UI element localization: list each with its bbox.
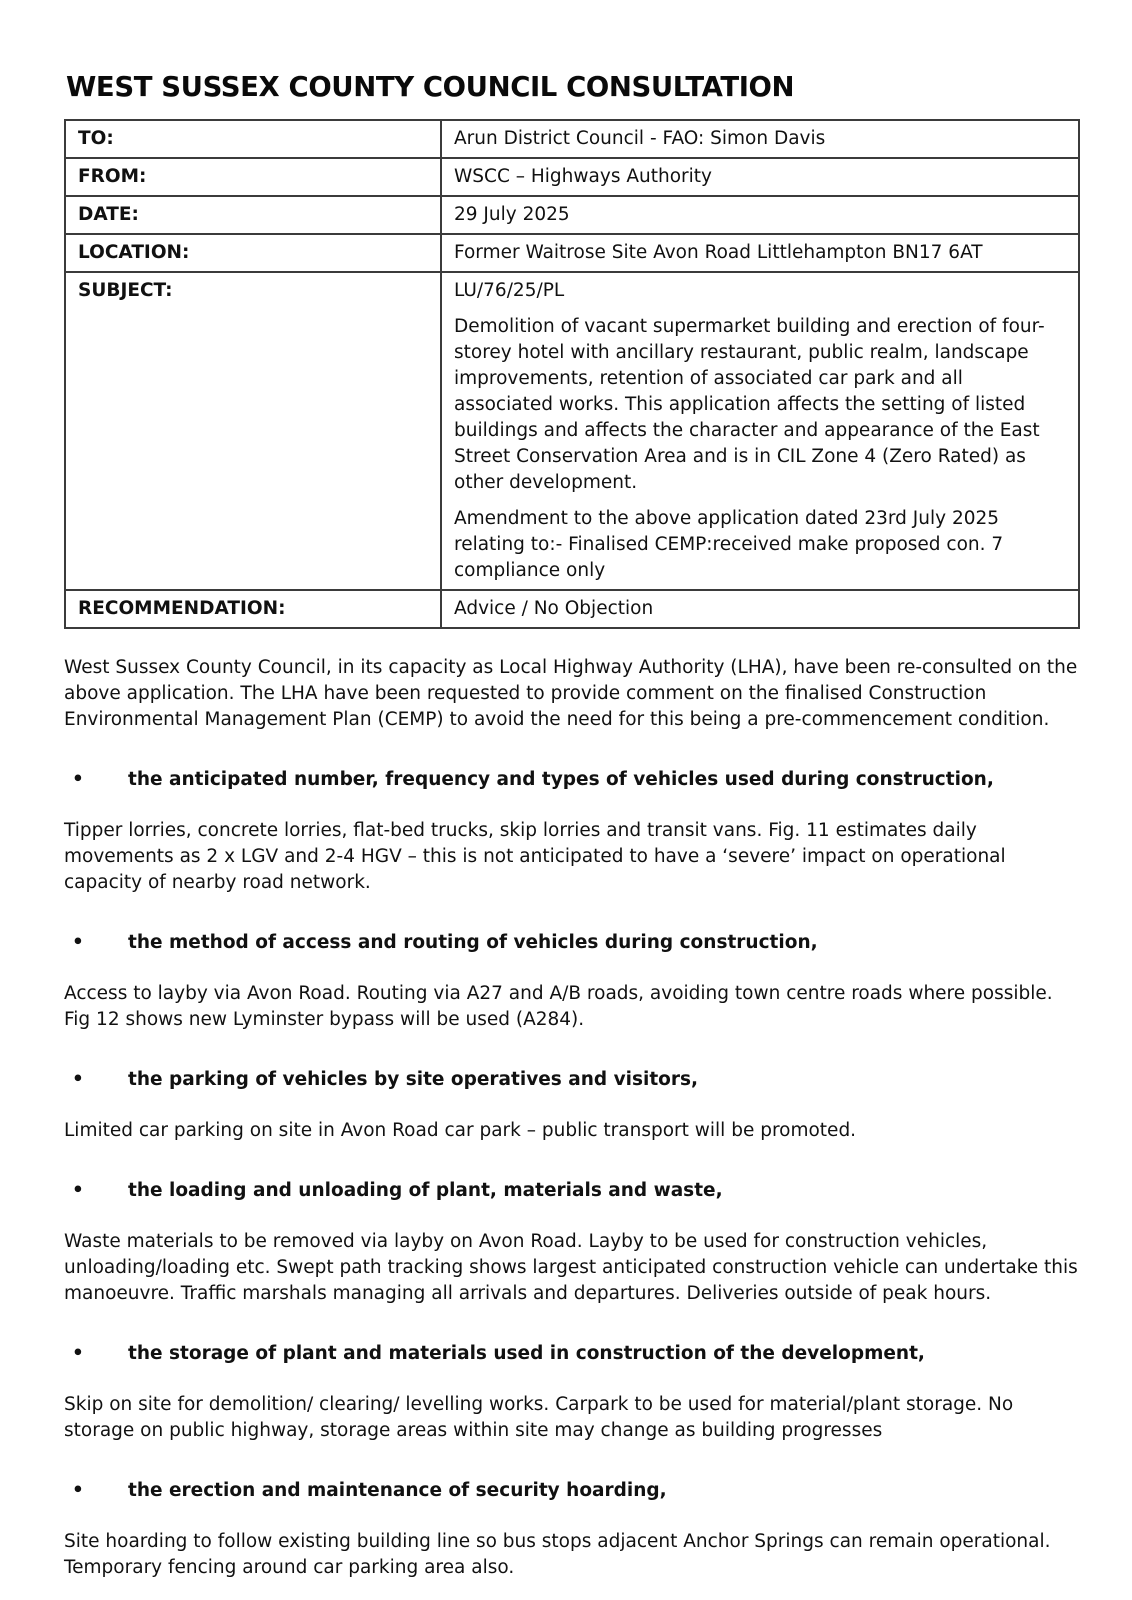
bullet-icon: • <box>72 1480 84 1501</box>
table-row-to <box>65 120 1079 158</box>
section-heading-label: the erection and maintenance of security hoarding, <box>128 1480 667 1501</box>
row-value-subject <box>441 272 1079 590</box>
section-body-loading: Waste materials to be removed via layby on Avon Road. Layby to be used for construction vehicles, unloading/loading etc. Swept path tracking shows largest anticipated construction vehicle can undertake this manoeuvre. Traffic marshals managing all arrivals and departures. Deliveries outside of peak hours. <box>64 1231 1078 1304</box>
row-value-to: Arun District Council - FAO: Simon Davis <box>441 120 1079 158</box>
consultation-header-table <box>64 119 1080 629</box>
row-value-recommendation: Advice / No Objection <box>441 590 1079 628</box>
section-heading-parking <box>64 1067 1080 1093</box>
bullet-icon: • <box>72 769 84 790</box>
section-heading-label: the parking of vehicles by site operatives and visitors, <box>128 1069 699 1090</box>
bullet-icon: • <box>72 1343 84 1364</box>
section-heading-label: the anticipated number, frequency and types of vehicles used during construction, <box>128 769 994 790</box>
row-label-date: DATE: <box>65 196 441 234</box>
section-heading-label: the storage of plant and materials used in construction of the development, <box>128 1343 925 1364</box>
section-body-parking: Limited car parking on site in Avon Road car park – public transport will be promoted. <box>64 1120 857 1141</box>
section-heading-label: the loading and unloading of plant, materials and waste, <box>128 1180 723 1201</box>
table-row-subject <box>65 272 1079 590</box>
section-heading-loading <box>64 1178 1080 1204</box>
table-row-location <box>65 234 1079 272</box>
row-label-to: TO: <box>65 120 441 158</box>
bullet-icon: • <box>72 932 84 953</box>
row-label-from: FROM: <box>65 158 441 196</box>
section-heading-hoarding <box>64 1478 1080 1504</box>
section-body-storage: Skip on site for demolition/ clearing/ levelling works. Carpark to be used for material/plant storage. No storage on public highway, storage areas within site may change as building progresses <box>64 1394 1014 1441</box>
page-title: WEST SUSSEX COUNTY COUNCIL CONSULTATION <box>66 71 795 103</box>
bullet-icon: • <box>72 1180 84 1201</box>
section-heading-access-routing <box>64 930 1080 956</box>
section-body-hoarding: Site hoarding to follow existing building line so bus stops adjacent Anchor Springs can remain operational. Temporary fencing around car parking area also. <box>64 1531 1051 1578</box>
section-heading-label: the method of access and routing of vehicles during construction, <box>128 932 818 953</box>
intro-paragraph: West Sussex County Council, in its capacity as Local Highway Authority (LHA), have been re-consulted on the above application. The LHA have been requested to provide comment on the finalised Construction Environmental Management Plan (CEMP) to avoid the need for this being a pre-commencement condition. <box>64 657 1078 730</box>
section-body-vehicles: Tipper lorries, concrete lorries, flat-bed trucks, skip lorries and transit vans. Fig. 11 estimates daily movements as 2 x LGV and 2-4 HGV – this is not anticipated to have a ‘severe’ impact on operational capacity of nearby road network. <box>64 820 1006 893</box>
section-heading-vehicles <box>64 767 1080 793</box>
subject-amendment-note: Amendment to the above application dated 23rd July 2025 relating to:- Finalised CEMP:received make proposed con. 7 compliance only <box>454 508 1004 581</box>
row-value-date: 29 July 2025 <box>441 196 1079 234</box>
table-row-date <box>65 196 1079 234</box>
subject-application-ref: LU/76/25/PL <box>454 280 565 301</box>
table-row-recommendation <box>65 590 1079 628</box>
row-value-location: Former Waitrose Site Avon Road Littlehampton BN17 6AT <box>441 234 1079 272</box>
row-label-recommendation: RECOMMENDATION: <box>65 590 441 628</box>
consultation-header-table-body <box>65 120 1079 628</box>
section-body-access-routing: Access to layby via Avon Road. Routing via A27 and A/B roads, avoiding town centre roads where possible. Fig 12 shows new Lyminster bypass will be used (A284). <box>64 983 1053 1030</box>
row-label-location: LOCATION: <box>65 234 441 272</box>
bullet-icon: • <box>72 1069 84 1090</box>
row-value-from: WSCC – Highways Authority <box>441 158 1079 196</box>
subject-description: Demolition of vacant supermarket building and erection of four-storey hotel with ancillary restaurant, public realm, landscape improvements, retention of associated car park and all associated works. This application affects the setting of listed buildings and affects the character and appearance of the East Street Conservation Area and is in CIL Zone 4 (Zero Rated) as other development. <box>454 316 1045 493</box>
row-label-subject: SUBJECT: <box>65 272 441 590</box>
table-row-from <box>65 158 1079 196</box>
section-heading-storage <box>64 1341 1080 1367</box>
